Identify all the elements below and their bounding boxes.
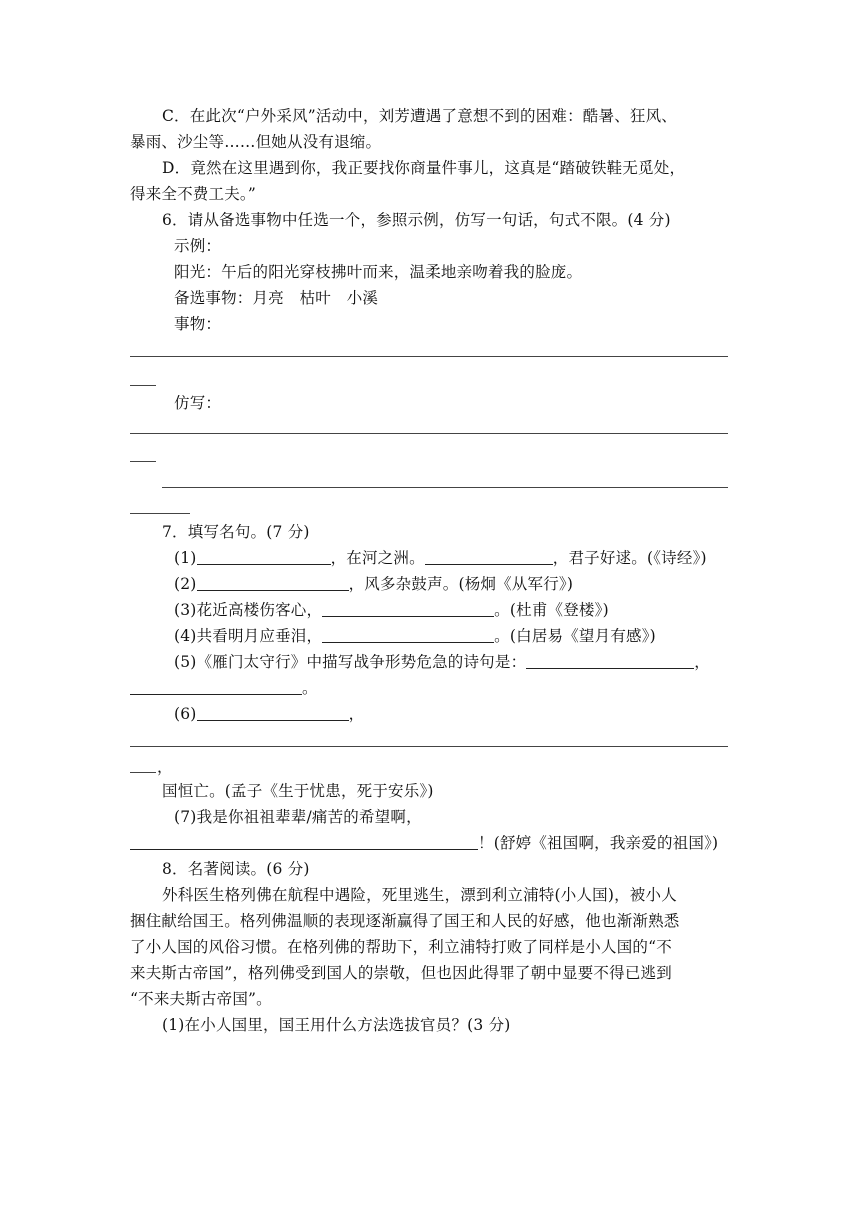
q8-paragraph-line3: 了小人国的风俗习惯。在格列佛的帮助下，利立浦特打败了同样是小人国的“不: [130, 938, 672, 956]
q7-item-1-blank-b[interactable]: [425, 548, 553, 565]
q7-item-7-cont: [130, 833, 730, 853]
q7-item-5-tail: ，: [694, 653, 710, 671]
q7-item-3-num: (3): [174, 601, 197, 619]
q8-paragraph-line1: 外科医生格列佛在航程中遇险，死里逃生，漂到利立浦特(小人国)，被小人: [162, 886, 677, 904]
q7-item-2-tail: ，风多杂鼓声。(杨炯《从军行》): [348, 575, 574, 593]
q8-paragraph-line2: 捆住献给国王。格列佛温顺的表现逐渐赢得了国王和人民的好感，他也渐渐熟悉: [130, 912, 680, 930]
q7-item-1-num: (1): [174, 549, 197, 567]
q7-item-5-blank-a[interactable]: [526, 652, 694, 669]
q7-item-5-num: (5): [174, 653, 197, 671]
q7-item-7-head: 我是你祖祖辈辈/痛苦的希望啊，: [196, 808, 422, 826]
q5-option-d-line1: D．竟然在这里遇到你，我正要找你商量件事儿，这真是“踏破铁鞋无觅处，: [162, 159, 686, 177]
q8-subquestion-1: (1)在小人国里，国王用什么方法选拔官员？(3 分): [162, 1016, 511, 1034]
q6-imitate-label: 仿写：: [174, 394, 222, 412]
q6-thing-answer-line-tail[interactable]: [130, 385, 156, 386]
q7-item-6-blank-b-tail[interactable]: [130, 772, 156, 773]
q6-imitate-answer-line-1[interactable]: [130, 433, 728, 434]
q7-item-3: [174, 600, 774, 620]
q7-item-7-tail: ！(舒婷《祖国啊，我亲爱的祖国》): [478, 834, 719, 852]
q8-paragraph-line4: 来夫斯古帝国”，格列佛受到国人的崇敬，但也因此得罪了朝中显要不得已逃到: [130, 964, 672, 982]
q6-imitate-answer-line-2-tail[interactable]: [130, 513, 190, 514]
q7-item-6-tail: ，: [348, 705, 365, 723]
q7-item-5-head: 《雁门太守行》中描写战争形势危急的诗句是：: [196, 653, 527, 671]
q6-example-text: 阳光：午后的阳光穿枝拂叶而来，温柔地亲吻着我的脸庞。: [174, 263, 583, 281]
q6-thing-label: 事物：: [174, 315, 222, 333]
q7-item-7: [174, 807, 774, 827]
q6-title: 6．请从备选事物中任选一个，参照示例，仿写一句话，句式不限。(4 分): [162, 211, 671, 229]
q7-item-2-num: (2): [174, 575, 197, 593]
q7-item-4-blank[interactable]: [322, 626, 494, 643]
q7-item-7-blank[interactable]: [130, 833, 478, 850]
q7-item-5-end: 。: [302, 679, 318, 697]
q7-item-1-mid2: ，君子好逑。(《诗经》): [552, 549, 707, 567]
q6-imitate-answer-line-1-tail[interactable]: [130, 461, 156, 462]
q7-item-3-head: 花近高楼伤客心，: [196, 601, 323, 619]
q7-item-3-blank[interactable]: [322, 600, 494, 617]
q7-item-5: [174, 652, 774, 672]
q7-item-6-num: (6): [174, 705, 197, 723]
q5-option-d-line2: 得来全不费工夫。”: [130, 185, 256, 203]
q7-item-5-blank-b[interactable]: [130, 678, 302, 695]
q6-imitate-answer-line-2[interactable]: [162, 487, 728, 488]
q7-title: 7．填写名句。(7 分): [162, 523, 310, 541]
q6-options: 备选事物：月亮 枯叶 小溪: [174, 289, 379, 307]
q7-item-5-cont: [130, 678, 730, 698]
q7-item-4-tail: 。(白居易《望月有感》): [494, 627, 656, 645]
q5-option-c-line2: 暴雨、沙尘等……但她从没有退缩。: [130, 133, 382, 151]
q7-item-4-head: 共看明月应垂泪，: [196, 627, 323, 645]
q7-item-6-blank-a[interactable]: [197, 704, 349, 721]
q7-item-4: [174, 626, 774, 646]
q7-item-1-mid1: ，在河之洲。: [330, 549, 425, 567]
q7-item-6-cont-comma: ，: [157, 758, 173, 776]
q5-option-c-line1: C．在此次“户外采风”活动中，刘芳遭遇了意想不到的困难：酷暑、狂风、: [162, 107, 678, 125]
q7-item-6: [174, 704, 774, 724]
q7-item-6-source: 国恒亡。(孟子《生于忧患，死于安乐》): [162, 782, 434, 800]
q7-item-1: [174, 548, 774, 568]
q7-item-1-blank-a[interactable]: [197, 548, 331, 565]
q8-title: 8．名著阅读。(6 分): [162, 860, 310, 878]
q6-thing-answer-line[interactable]: [130, 356, 728, 357]
q7-item-7-num: (7): [174, 808, 197, 826]
q6-example-label: 示例：: [174, 237, 222, 255]
q7-item-2: [174, 574, 774, 594]
q8-paragraph-line5: “不来夫斯古帝国”。: [130, 990, 272, 1008]
q7-item-4-num: (4): [174, 627, 197, 645]
q7-item-3-tail: 。(杜甫《登楼》): [494, 601, 609, 619]
q7-item-6-blank-b[interactable]: [130, 746, 728, 747]
q7-item-2-blank[interactable]: [197, 574, 349, 591]
